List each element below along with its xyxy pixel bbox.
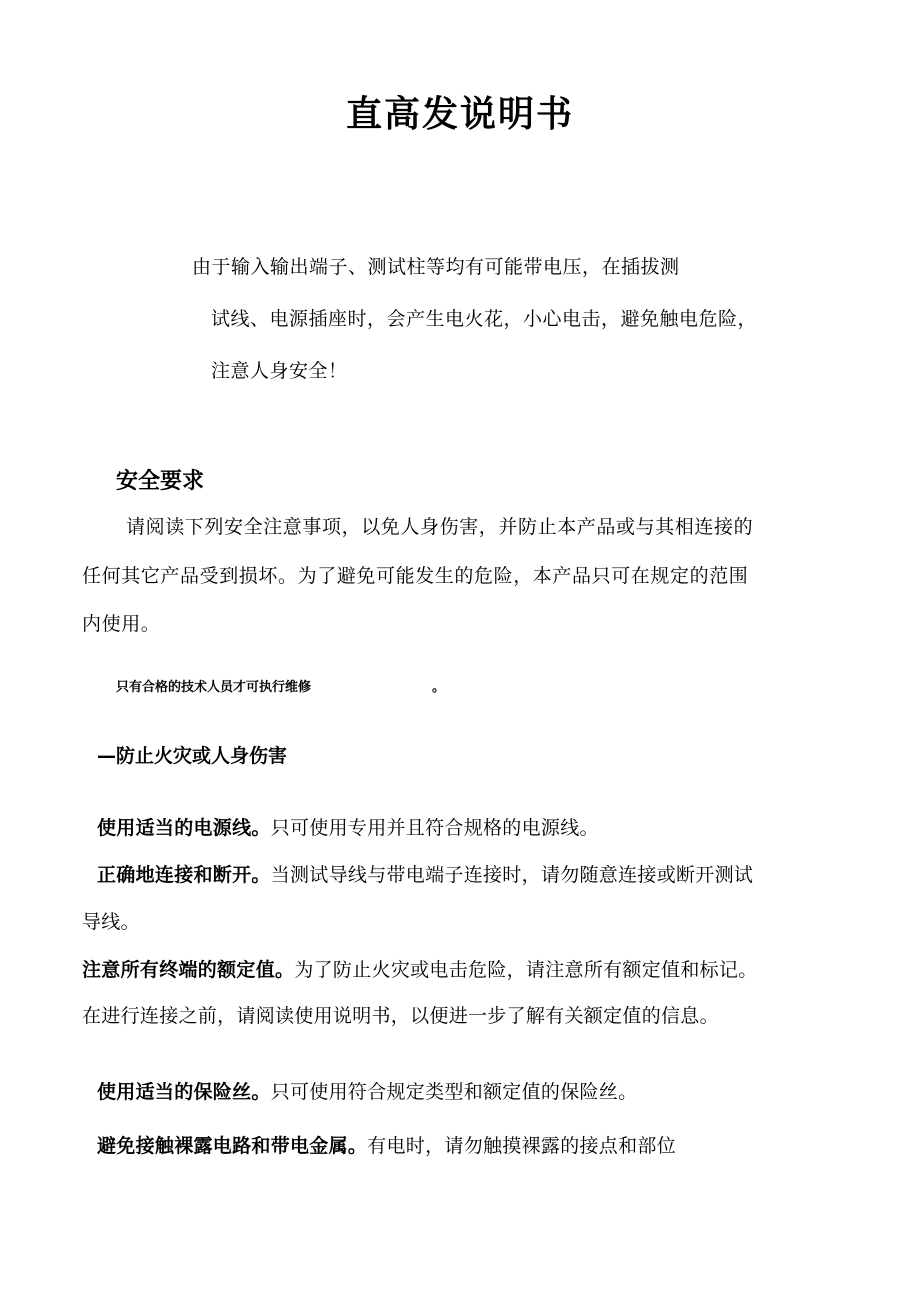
safety-intro-line-2: 任何其它产品受到损坏。为了避免可能发生的危险，本产品只可在规定的范围 — [82, 565, 749, 587]
safety-intro-line-1: 请阅读下列安全注意事项，以免人身伤害，并防止本产品或与其相连接的 — [126, 516, 754, 538]
warning-line-3: 注意人身安全！ — [211, 360, 348, 382]
item-power-cord — [97, 813, 599, 840]
safety-heading: 安全要求 — [116, 469, 205, 494]
item-fuse — [97, 1077, 637, 1104]
item-ratings-title: 注意所有终端的额定值。 — [82, 959, 295, 981]
fire-section-heading: —防止火灾或人身伤害 — [97, 745, 288, 767]
item-exposed-circuit — [97, 1131, 676, 1158]
item-power-cord-text: 只可使用专用并且符合规格的电源线。 — [270, 817, 599, 839]
maintenance-note-period: 。 — [432, 680, 446, 695]
item-connect-title: 正确地连接和断开。 — [97, 864, 271, 886]
item-ratings — [82, 955, 758, 982]
item-ratings-text: 为了防止火灾或电击危险，请注意所有额定值和标记。 — [294, 959, 758, 981]
item-ratings-continuation: 在进行连接之前，请阅读使用说明书，以便进一步了解有关额定值的信息。 — [82, 1005, 719, 1027]
item-fuse-text: 只可使用符合规定类型和额定值的保险丝。 — [270, 1081, 638, 1103]
item-exposed-circuit-title: 避免接触裸露电路和带电金属。 — [97, 1135, 368, 1157]
item-connect-text: 当测试导线与带电端子连接时，请勿随意连接或断开测试 — [270, 864, 754, 886]
item-fuse-title: 使用适当的保险丝。 — [97, 1081, 271, 1103]
item-connect-continuation: 导线。 — [82, 911, 140, 933]
item-power-cord-title: 使用适当的电源线。 — [97, 817, 271, 839]
item-connect — [97, 860, 753, 887]
warning-line-1: 由于输入输出端子、测试柱等均有可能带电压，在插拔测 — [192, 256, 680, 278]
item-exposed-circuit-text: 有电时，请勿触摸裸露的接点和部位 — [367, 1135, 677, 1157]
maintenance-note: 只有合格的技术人员才可执行维修 — [116, 680, 312, 695]
safety-intro-line-3: 内使用。 — [82, 613, 161, 635]
document-title: 直高发说明书 — [345, 94, 574, 135]
warning-line-2: 试线、电源插座时，会产生电火花，小心电击，避免触电危险， — [211, 308, 758, 330]
